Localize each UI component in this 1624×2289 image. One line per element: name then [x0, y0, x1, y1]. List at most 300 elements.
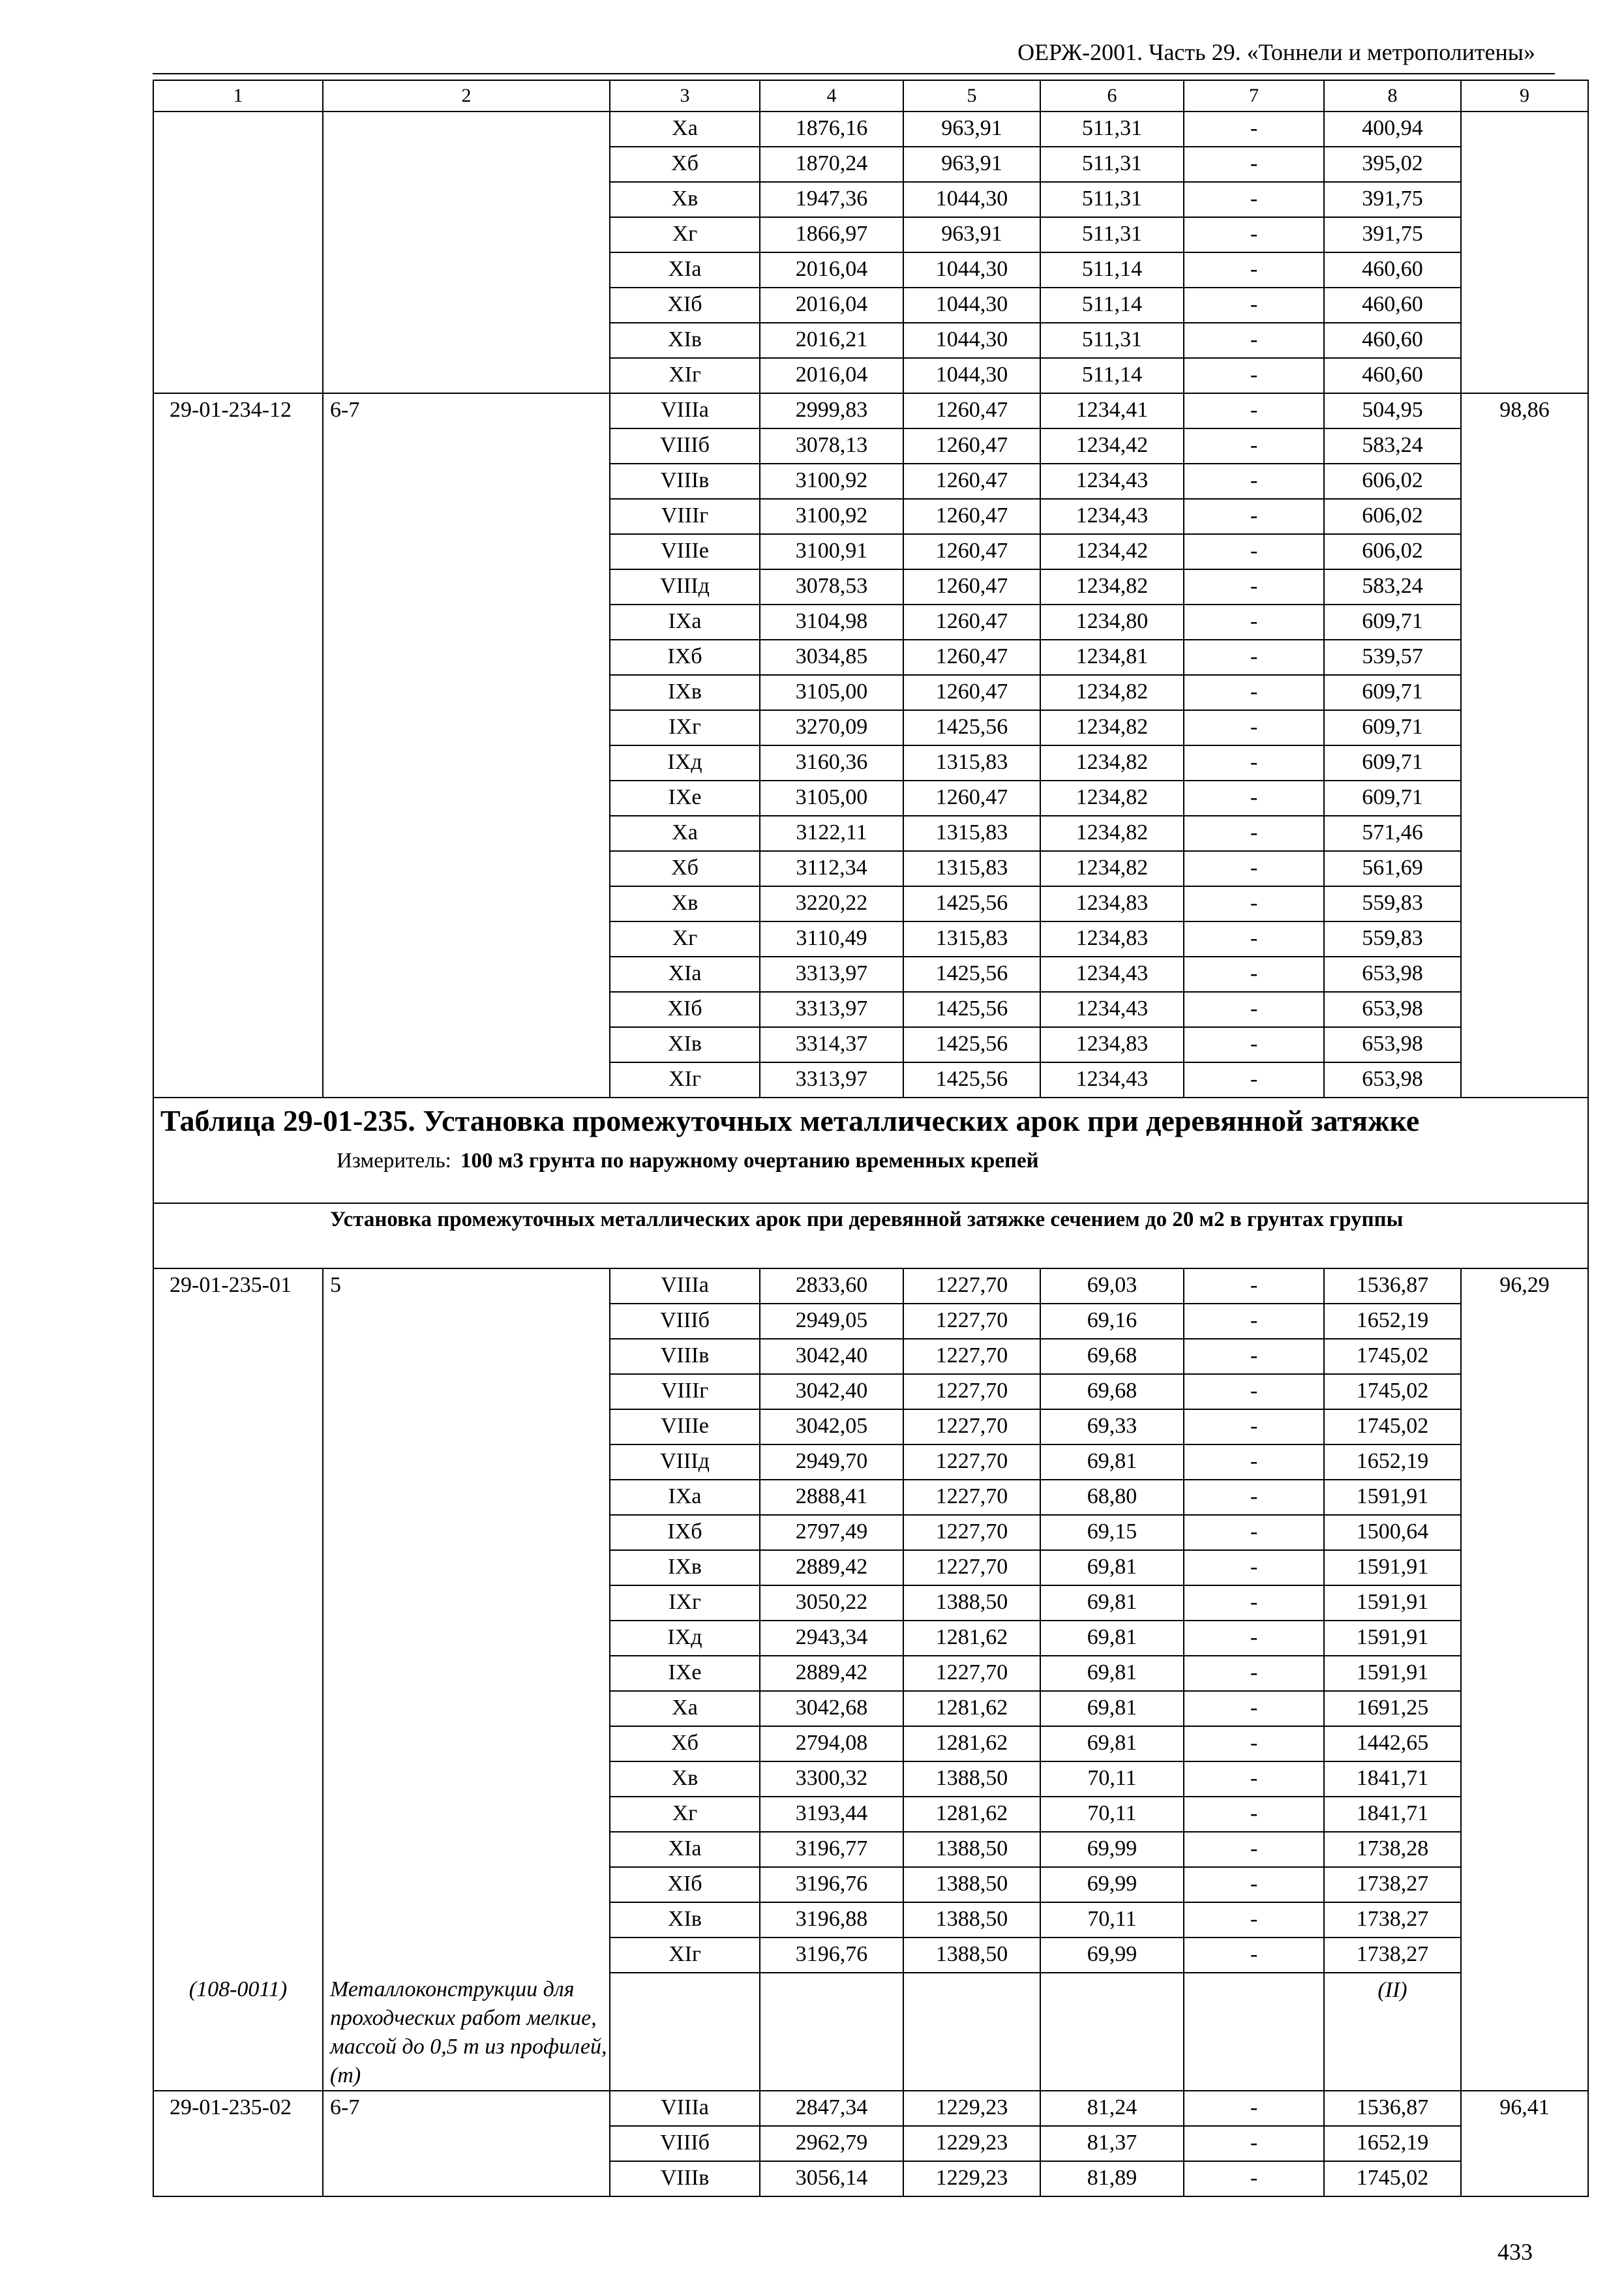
drivers-wages-cell: -	[1184, 112, 1324, 147]
wages-cell: 1260,47	[903, 499, 1040, 534]
soil-class-cell: Xв	[610, 886, 760, 921]
total-cost-cell	[760, 1973, 903, 2091]
table-row	[153, 428, 1588, 464]
drivers-wages-cell: -	[1184, 323, 1324, 358]
column-number-4: 4	[760, 80, 903, 112]
wages-cell: 1229,23	[903, 2161, 1040, 2196]
machines-cell: 1234,80	[1040, 605, 1184, 640]
table-row	[153, 147, 1588, 182]
total-cost-cell: 3105,00	[760, 781, 903, 816]
wages-cell: 1044,30	[903, 182, 1040, 217]
wages-cell: 1281,62	[903, 1621, 1040, 1656]
soil-group-cell	[323, 1444, 610, 1480]
page-number: 433	[1497, 2239, 1533, 2265]
materials-cell: 1500,64	[1324, 1515, 1461, 1550]
soil-class-cell: VIIIe	[610, 1409, 760, 1444]
wages-cell: 1260,47	[903, 781, 1040, 816]
rate-code-cell	[153, 816, 323, 851]
rate-code-cell	[153, 781, 323, 816]
wages-cell: 1315,83	[903, 816, 1040, 851]
total-cost-cell: 2999,83	[760, 393, 903, 428]
soil-group-cell	[323, 675, 610, 710]
machines-cell: 511,14	[1040, 358, 1184, 393]
soil-class-cell: VIIIa	[610, 1268, 760, 1304]
rate-code-cell	[153, 1761, 323, 1797]
table-row	[153, 358, 1588, 393]
table-row	[153, 464, 1588, 499]
machines-cell: 1234,82	[1040, 816, 1184, 851]
table-title: Таблица 29-01-235. Установка промежуточных металлических арок при деревянной затяжке	[160, 1104, 1420, 1137]
labor-cost-cell	[1461, 710, 1588, 745]
rate-code-cell	[153, 1480, 323, 1515]
total-cost-cell: 3196,88	[760, 1902, 903, 1937]
column-number-7: 7	[1184, 80, 1324, 112]
rate-code-cell	[153, 675, 323, 710]
labor-cost-cell	[1461, 2161, 1588, 2196]
soil-group-cell	[323, 992, 610, 1027]
materials-cell: 395,02	[1324, 147, 1461, 182]
wages-cell: 1227,70	[903, 1339, 1040, 1374]
total-cost-cell: 2889,42	[760, 1550, 903, 1585]
soil-group-cell	[323, 921, 610, 957]
wages-cell: 1227,70	[903, 1480, 1040, 1515]
table-row	[153, 745, 1588, 781]
drivers-wages-cell: -	[1184, 393, 1324, 428]
machines-cell: 1234,82	[1040, 745, 1184, 781]
total-cost-cell: 1866,97	[760, 217, 903, 252]
labor-cost-cell	[1461, 1027, 1588, 1062]
machines-cell: 1234,82	[1040, 675, 1184, 710]
table-row	[153, 217, 1588, 252]
labor-cost-cell	[1461, 745, 1588, 781]
materials-cell: 1738,27	[1324, 1867, 1461, 1902]
drivers-wages-cell: -	[1184, 1656, 1324, 1691]
soil-class-cell: VIIIб	[610, 2126, 760, 2161]
column-number-2: 2	[323, 80, 610, 112]
soil-group-cell	[323, 1515, 610, 1550]
drivers-wages-cell: -	[1184, 2091, 1324, 2126]
wages-cell: 1227,70	[903, 1409, 1040, 1444]
soil-group-cell	[323, 1726, 610, 1761]
materials-cell: 460,60	[1324, 358, 1461, 393]
soil-class-cell: XIa	[610, 957, 760, 992]
machines-cell: 511,31	[1040, 323, 1184, 358]
soil-class-cell: Xг	[610, 217, 760, 252]
machines-cell: 70,11	[1040, 1902, 1184, 1937]
total-cost-cell: 3042,05	[760, 1409, 903, 1444]
drivers-wages-cell: -	[1184, 1062, 1324, 1098]
drivers-wages-cell: -	[1184, 1832, 1324, 1867]
soil-class-cell: XIв	[610, 1027, 760, 1062]
soil-class-cell: Xб	[610, 1726, 760, 1761]
measurement-unit-value: 100 м3 грунта по наружному очертанию временных крепей	[460, 1149, 1039, 1173]
drivers-wages-cell: -	[1184, 1937, 1324, 1973]
table-row	[153, 1027, 1588, 1062]
machines-cell: 1234,43	[1040, 1062, 1184, 1098]
soil-group-cell	[323, 640, 610, 675]
drivers-wages-cell: -	[1184, 1761, 1324, 1797]
labor-cost-cell	[1461, 428, 1588, 464]
table-title-cell	[153, 1098, 1588, 1203]
labor-cost-cell	[1461, 182, 1588, 217]
materials-cell: 391,75	[1324, 182, 1461, 217]
materials-cell: 609,71	[1324, 781, 1461, 816]
rate-code-cell	[153, 112, 323, 147]
soil-group-cell	[323, 1585, 610, 1621]
drivers-wages-cell: -	[1184, 921, 1324, 957]
rate-code-cell	[153, 1656, 323, 1691]
materials-cell: 571,46	[1324, 816, 1461, 851]
rate-code-cell	[153, 1902, 323, 1937]
wages-cell: 1044,30	[903, 358, 1040, 393]
machines-cell: 81,24	[1040, 2091, 1184, 2126]
table-row	[153, 1515, 1588, 1550]
table-row	[153, 640, 1588, 675]
rate-code-cell	[153, 710, 323, 745]
machines-cell: 69,81	[1040, 1691, 1184, 1726]
wages-cell: 1388,50	[903, 1937, 1040, 1973]
soil-class-cell: VIIIe	[610, 534, 760, 569]
soil-group-cell	[323, 1304, 610, 1339]
drivers-wages-cell: -	[1184, 2126, 1324, 2161]
soil-group-cell	[323, 252, 610, 288]
rate-code-cell	[153, 886, 323, 921]
soil-class-cell: XIг	[610, 358, 760, 393]
wages-cell: 1260,47	[903, 569, 1040, 605]
soil-class-cell: XIг	[610, 1062, 760, 1098]
total-cost-cell: 3105,00	[760, 675, 903, 710]
labor-cost-cell	[1461, 886, 1588, 921]
drivers-wages-cell: -	[1184, 1867, 1324, 1902]
labor-cost-cell	[1461, 1902, 1588, 1937]
table-row	[153, 323, 1588, 358]
labor-cost-cell	[1461, 1726, 1588, 1761]
drivers-wages-cell: -	[1184, 1621, 1324, 1656]
soil-group-cell	[323, 147, 610, 182]
materials-cell: 653,98	[1324, 957, 1461, 992]
table-row	[153, 1374, 1588, 1409]
section-subtitle-cell: Установка промежуточных металлических арок при деревянной затяжке сечением до 20 м2 в грунтах группы	[153, 1203, 1588, 1268]
total-cost-cell: 3122,11	[760, 816, 903, 851]
drivers-wages-cell: -	[1184, 464, 1324, 499]
soil-class-cell: VIIIг	[610, 499, 760, 534]
materials-cell: 1442,65	[1324, 1726, 1461, 1761]
total-cost-cell: 2797,49	[760, 1515, 903, 1550]
soil-class-cell: IXa	[610, 605, 760, 640]
soil-class-cell: Xa	[610, 1691, 760, 1726]
soil-group-cell	[323, 605, 610, 640]
labor-cost-cell	[1461, 1374, 1588, 1409]
table-row	[153, 1937, 1588, 1973]
soil-group-cell	[323, 1797, 610, 1832]
soil-group-cell	[323, 1480, 610, 1515]
wages-cell: 1425,56	[903, 886, 1040, 921]
wages-cell: 1425,56	[903, 710, 1040, 745]
drivers-wages-cell: -	[1184, 1374, 1324, 1409]
rate-code-cell	[153, 1550, 323, 1585]
soil-group-cell	[323, 1761, 610, 1797]
rate-code-cell	[153, 1867, 323, 1902]
material-description-cell: Металлоконструкции для проходческих работ мелкие, массой до 0,5 т из профилей, (т)	[323, 1973, 610, 2091]
labor-cost-cell: 96,41	[1461, 2091, 1588, 2126]
rate-code-cell	[153, 147, 323, 182]
total-cost-cell: 1870,24	[760, 147, 903, 182]
labor-cost-cell	[1461, 569, 1588, 605]
soil-group-cell	[323, 464, 610, 499]
table-row	[153, 1691, 1588, 1726]
soil-class-cell: IXe	[610, 781, 760, 816]
materials-cell: 1745,02	[1324, 1374, 1461, 1409]
drivers-wages-cell: -	[1184, 534, 1324, 569]
machines-cell: 511,14	[1040, 252, 1184, 288]
drivers-wages-cell: -	[1184, 1339, 1324, 1374]
rate-code-cell	[153, 1304, 323, 1339]
materials-cell: 1745,02	[1324, 1409, 1461, 1444]
table-row	[153, 182, 1588, 217]
machines-cell: 511,14	[1040, 288, 1184, 323]
drivers-wages-cell: -	[1184, 147, 1324, 182]
wages-cell: 1425,56	[903, 957, 1040, 992]
machines-cell: 511,31	[1040, 112, 1184, 147]
wages-cell: 1281,62	[903, 1797, 1040, 1832]
materials-cell: 653,98	[1324, 992, 1461, 1027]
total-cost-cell: 2889,42	[760, 1656, 903, 1691]
column-numbers-row	[153, 80, 1588, 112]
wages-cell: 1315,83	[903, 851, 1040, 886]
labor-cost-cell	[1461, 112, 1588, 147]
table-row	[153, 710, 1588, 745]
materials-cell: 653,98	[1324, 1027, 1461, 1062]
materials-cell: 400,94	[1324, 112, 1461, 147]
machines-cell: 69,99	[1040, 1937, 1184, 1973]
column-number-8: 8	[1324, 80, 1461, 112]
total-cost-cell: 2949,05	[760, 1304, 903, 1339]
rate-code-cell	[153, 745, 323, 781]
machines-cell: 511,31	[1040, 147, 1184, 182]
machines-cell: 1234,82	[1040, 851, 1184, 886]
drivers-wages-cell: -	[1184, 1304, 1324, 1339]
wages-cell: 1227,70	[903, 1515, 1040, 1550]
labor-cost-cell	[1461, 1761, 1588, 1797]
table-row	[153, 1726, 1588, 1761]
soil-class-cell: XIб	[610, 288, 760, 323]
labor-cost-cell	[1461, 1444, 1588, 1480]
drivers-wages-cell: -	[1184, 569, 1324, 605]
rate-code-cell	[153, 992, 323, 1027]
total-cost-cell: 3313,97	[760, 957, 903, 992]
labor-cost-cell	[1461, 1832, 1588, 1867]
materials-cell: 606,02	[1324, 499, 1461, 534]
drivers-wages-cell: -	[1184, 886, 1324, 921]
wages-cell: 1260,47	[903, 428, 1040, 464]
labor-cost-cell	[1461, 323, 1588, 358]
materials-cell: 1738,27	[1324, 1937, 1461, 1973]
rate-code-cell	[153, 2126, 323, 2161]
column-number-6: 6	[1040, 80, 1184, 112]
drivers-wages-cell: -	[1184, 1585, 1324, 1621]
rate-code-cell	[153, 252, 323, 288]
soil-class-cell: VIIIв	[610, 2161, 760, 2196]
soil-class-cell: VIIIд	[610, 569, 760, 605]
wages-cell: 1260,47	[903, 534, 1040, 569]
soil-group-cell	[323, 112, 610, 147]
rate-code-cell	[153, 1585, 323, 1621]
wages-cell: 1315,83	[903, 921, 1040, 957]
labor-cost-cell	[1461, 1656, 1588, 1691]
labor-cost-cell	[1461, 1937, 1588, 1973]
soil-group-cell	[323, 1374, 610, 1409]
rate-code-cell	[153, 1621, 323, 1656]
table-row	[153, 957, 1588, 992]
rate-code-cell	[153, 1409, 323, 1444]
rate-code-cell	[153, 1062, 323, 1098]
soil-class-cell: IXa	[610, 1480, 760, 1515]
soil-group-cell	[323, 745, 610, 781]
wages-cell: 1388,50	[903, 1832, 1040, 1867]
rate-code-cell: 29-01-234-12	[153, 393, 323, 428]
materials-cell: (II)	[1324, 1973, 1461, 2091]
materials-cell: 1591,91	[1324, 1550, 1461, 1585]
rate-code-cell	[153, 499, 323, 534]
machines-cell: 511,31	[1040, 217, 1184, 252]
wages-cell: 1388,50	[903, 1585, 1040, 1621]
wages-cell: 963,91	[903, 112, 1040, 147]
total-cost-cell: 3078,13	[760, 428, 903, 464]
wages-cell: 1044,30	[903, 323, 1040, 358]
wages-cell: 1260,47	[903, 675, 1040, 710]
machines-cell: 1234,83	[1040, 921, 1184, 957]
machines-cell: 69,99	[1040, 1832, 1184, 1867]
soil-class-cell: IXг	[610, 710, 760, 745]
soil-group-cell	[323, 428, 610, 464]
rate-code-cell	[153, 428, 323, 464]
total-cost-cell: 2016,04	[760, 252, 903, 288]
soil-class-cell: VIIIд	[610, 1444, 760, 1480]
machines-cell: 1234,43	[1040, 464, 1184, 499]
total-cost-cell: 2943,34	[760, 1621, 903, 1656]
column-number-9: 9	[1461, 80, 1588, 112]
total-cost-cell: 1947,36	[760, 182, 903, 217]
drivers-wages-cell: -	[1184, 605, 1324, 640]
drivers-wages-cell: -	[1184, 816, 1324, 851]
table-row	[153, 816, 1588, 851]
materials-cell: 609,71	[1324, 605, 1461, 640]
soil-class-cell: Xг	[610, 921, 760, 957]
soil-group-cell	[323, 781, 610, 816]
total-cost-cell: 3313,97	[760, 992, 903, 1027]
wages-cell: 1227,70	[903, 1304, 1040, 1339]
materials-cell: 1652,19	[1324, 2126, 1461, 2161]
table-row	[153, 499, 1588, 534]
table-row	[153, 569, 1588, 605]
wages-cell: 1227,70	[903, 1444, 1040, 1480]
materials-cell: 539,57	[1324, 640, 1461, 675]
materials-cell: 559,83	[1324, 886, 1461, 921]
labor-cost-cell	[1461, 288, 1588, 323]
soil-class-cell: IXв	[610, 1550, 760, 1585]
soil-group-cell	[323, 1656, 610, 1691]
materials-cell: 460,60	[1324, 288, 1461, 323]
wages-cell: 1044,30	[903, 288, 1040, 323]
soil-class-cell: VIIIв	[610, 1339, 760, 1374]
soil-class-cell: IXe	[610, 1656, 760, 1691]
labor-cost-cell	[1461, 1339, 1588, 1374]
machines-cell: 69,81	[1040, 1726, 1184, 1761]
labor-cost-cell	[1461, 1304, 1588, 1339]
soil-group-cell	[323, 1550, 610, 1585]
soil-class-cell: IXг	[610, 1585, 760, 1621]
total-cost-cell: 3110,49	[760, 921, 903, 957]
table-row	[153, 1062, 1588, 1098]
machines-cell: 70,11	[1040, 1761, 1184, 1797]
materials-cell: 1841,71	[1324, 1761, 1461, 1797]
machines-cell: 1234,42	[1040, 428, 1184, 464]
drivers-wages-cell: -	[1184, 1480, 1324, 1515]
table-row	[153, 2161, 1588, 2196]
machines-cell: 69,68	[1040, 1374, 1184, 1409]
wages-cell: 1229,23	[903, 2091, 1040, 2126]
wages-cell: 1425,56	[903, 992, 1040, 1027]
table-row	[153, 1902, 1588, 1937]
machines-cell: 69,81	[1040, 1621, 1184, 1656]
measurement-unit-label: Измеритель:	[337, 1149, 451, 1173]
wages-cell: 1281,62	[903, 1726, 1040, 1761]
soil-class-cell	[610, 1973, 760, 2091]
machines-cell: 1234,43	[1040, 992, 1184, 1027]
drivers-wages-cell: -	[1184, 1550, 1324, 1585]
soil-group-cell	[323, 2126, 610, 2161]
rate-code-cell	[153, 851, 323, 886]
labor-cost-cell	[1461, 358, 1588, 393]
labor-cost-cell	[1461, 816, 1588, 851]
soil-class-cell: Xa	[610, 112, 760, 147]
soil-group-cell	[323, 1621, 610, 1656]
soil-group-cell	[323, 323, 610, 358]
rate-code-cell	[153, 1832, 323, 1867]
labor-cost-cell	[1461, 217, 1588, 252]
materials-cell: 1841,71	[1324, 1797, 1461, 1832]
soil-group-cell	[323, 1902, 610, 1937]
soil-class-cell: IXв	[610, 675, 760, 710]
materials-cell: 583,24	[1324, 569, 1461, 605]
soil-group-cell	[323, 851, 610, 886]
machines-cell: 1234,42	[1040, 534, 1184, 569]
table-row	[153, 252, 1588, 288]
rate-code-cell	[153, 1937, 323, 1973]
total-cost-cell: 2949,70	[760, 1444, 903, 1480]
rate-code-cell	[153, 1444, 323, 1480]
machines-cell: 68,80	[1040, 1480, 1184, 1515]
total-cost-cell: 3100,92	[760, 464, 903, 499]
wages-cell: 1388,50	[903, 1867, 1040, 1902]
total-cost-cell: 3100,92	[760, 499, 903, 534]
total-cost-cell: 2016,04	[760, 358, 903, 393]
wages-cell: 1425,56	[903, 1062, 1040, 1098]
rate-code-cell	[153, 217, 323, 252]
materials-cell: 609,71	[1324, 745, 1461, 781]
soil-group-cell	[323, 182, 610, 217]
labor-cost-cell	[1461, 1973, 1588, 2091]
drivers-wages-cell: -	[1184, 428, 1324, 464]
labor-cost-cell	[1461, 1797, 1588, 1832]
soil-class-cell: XIa	[610, 1832, 760, 1867]
machines-cell: 69,68	[1040, 1339, 1184, 1374]
materials-cell: 1738,28	[1324, 1832, 1461, 1867]
soil-class-cell: VIIIб	[610, 1304, 760, 1339]
table-row	[153, 1268, 1588, 1304]
total-cost-cell: 3104,98	[760, 605, 903, 640]
materials-cell: 1738,27	[1324, 1902, 1461, 1937]
